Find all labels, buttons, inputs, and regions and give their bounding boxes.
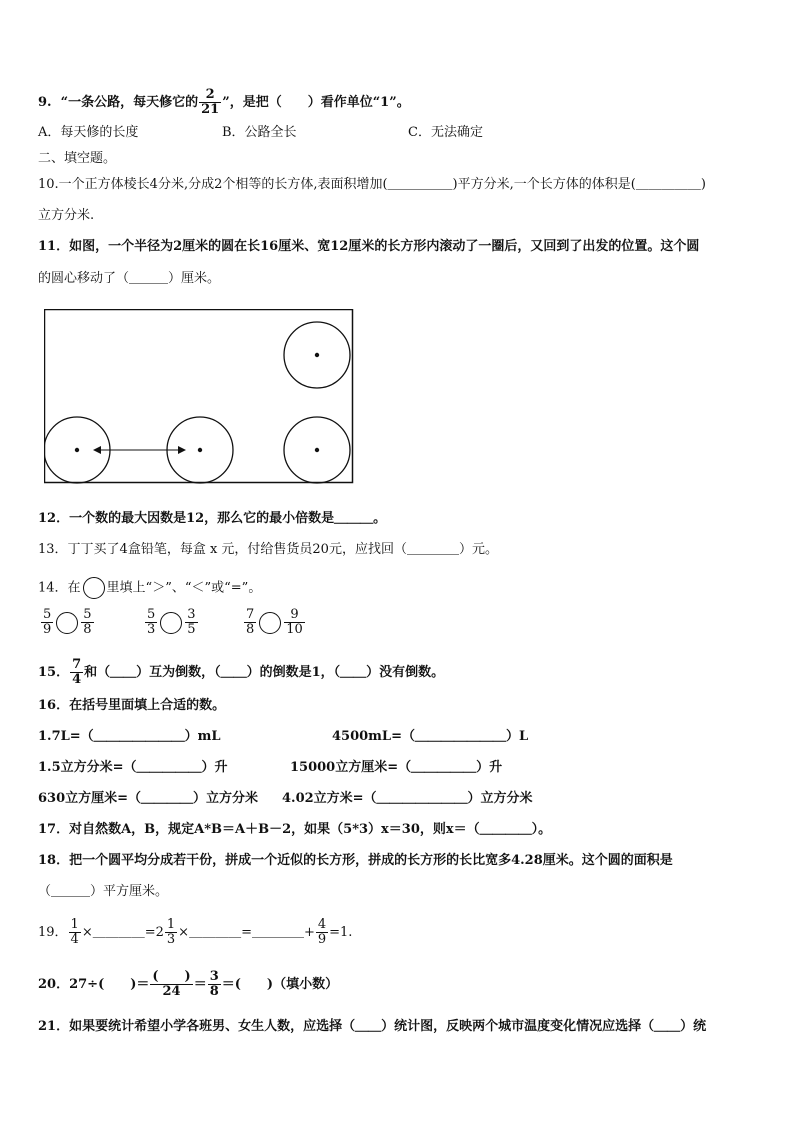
q14-text-pre: 14．在: [38, 580, 81, 596]
q20-line: 20．27÷( )＝ $\frac{( )}{24}$ ＝ $\frac{3}{8}$ ＝( )（填小数）: [38, 969, 339, 999]
q16-item-1: 1.7L=（＿＿＿＿＿＿＿）mL: [38, 729, 221, 744]
q14-line: [38, 577, 261, 599]
circle-center-dot: [75, 448, 79, 452]
q10-line2: 立方分米.: [38, 208, 95, 223]
q14-pair-3: $\frac{7}{8}$ $\frac{9}{10}$: [246, 607, 303, 637]
q9-text-post: ”，是把（ ）看作单位“1”。: [222, 95, 410, 110]
rectangle-outline: [45, 310, 353, 483]
q9-option-a[interactable]: A．每天修的长度: [38, 125, 139, 140]
q9-line: [38, 88, 410, 117]
q14-pair-1: $\frac{5}{9}$ $\frac{5}{8}$: [43, 607, 92, 637]
q16-title: 16．在括号里面填上合适的数。: [38, 698, 226, 713]
q9-text-pre: “一条公路，每天修它的: [60, 95, 199, 110]
q16-item-4: 15000立方厘米=（＿＿＿＿＿）升: [290, 760, 503, 775]
q17-line: 17．对自然数A，B，规定A*B＝A＋B－2，如果（5*3）x＝30，则x＝（＿＿＿＿）。: [38, 822, 552, 837]
q16-item-5: 630立方厘米=（＿＿＿＿）立方分米: [38, 791, 259, 806]
q16-item-3: 1.5立方分米=（＿＿＿＿＿）升: [38, 760, 228, 775]
q10-line1: 10.一个正方体棱长4分米,分成2个相等的长方体,表面积增加(＿＿＿＿＿)平方分米,一个长方体的体积是(＿＿＿＿＿): [38, 177, 706, 192]
q21-line: 21．如果要统计希望小学各班男、女生人数，应选择（＿＿）统计图，反映两个城市温度变化情况应选择（＿＿）统: [38, 1019, 707, 1034]
compare-circle: [83, 577, 105, 599]
q13-line: 13．丁丁买了4盒铅笔，每盒 x 元，付给售货员20元，应找回（＿＿＿＿）元。: [38, 542, 498, 557]
q14-pair-2: $\frac{5}{3}$ $\frac{3}{5}$: [147, 607, 196, 637]
q11-line1: 11．如图，一个半径为2厘米的圆在长16厘米、宽12厘米的长方形内滚动了一圈后，又回到了出发的位置。这个圆: [38, 239, 700, 254]
circle-center-dot: [315, 448, 319, 452]
q11-line2: 的圆心移动了（＿＿＿）厘米。: [38, 271, 221, 286]
q19-line: 19． $\frac{1}{4}$ ×＿＿＿＿=2 $\frac{1}{3}$ ×＿＿＿＿=＿＿＿＿+ $\frac{4}{9}$ =1.: [38, 917, 353, 947]
q9-fraction: $\frac{2}{21}$: [201, 87, 220, 117]
q11-figure: [44, 309, 356, 485]
circle-center-dot: [198, 448, 202, 452]
compare-circle-1[interactable]: [56, 612, 78, 634]
section-title: 二、填空题。: [38, 151, 117, 166]
q16-item-6: 4.02立方米=（＿＿＿＿＿＿＿）立方分米: [282, 791, 533, 806]
compare-circle-2[interactable]: [160, 612, 182, 634]
q18-line2: （＿＿＿）平方厘米。: [38, 884, 169, 899]
q9-number: 9.: [38, 95, 52, 110]
compare-circle-3[interactable]: [259, 612, 281, 634]
q14-text-post: 里填上“＞”、“＜”或“=”。: [106, 580, 262, 596]
q15-line: 15． $\frac{7}{4}$ 和（＿＿）互为倒数，（＿＿）的倒数是1，（＿＿）没有倒数。: [38, 657, 445, 687]
q12-line: 12．一个数的最大因数是12，那么它的最小倍数是＿＿＿。: [38, 511, 387, 526]
q16-item-2: 4500mL=（＿＿＿＿＿＿＿）L: [332, 729, 529, 744]
q18-line1: 18．把一个圆平均分成若干份，拼成一个近似的长方形，拼成的长方形的长比宽多4.28厘米。这个圆的面积是: [38, 853, 673, 868]
q9-option-c[interactable]: C．无法确定: [408, 125, 483, 140]
q9-option-b[interactable]: B．公路全长: [222, 125, 297, 140]
circle-center-dot: [315, 353, 319, 357]
